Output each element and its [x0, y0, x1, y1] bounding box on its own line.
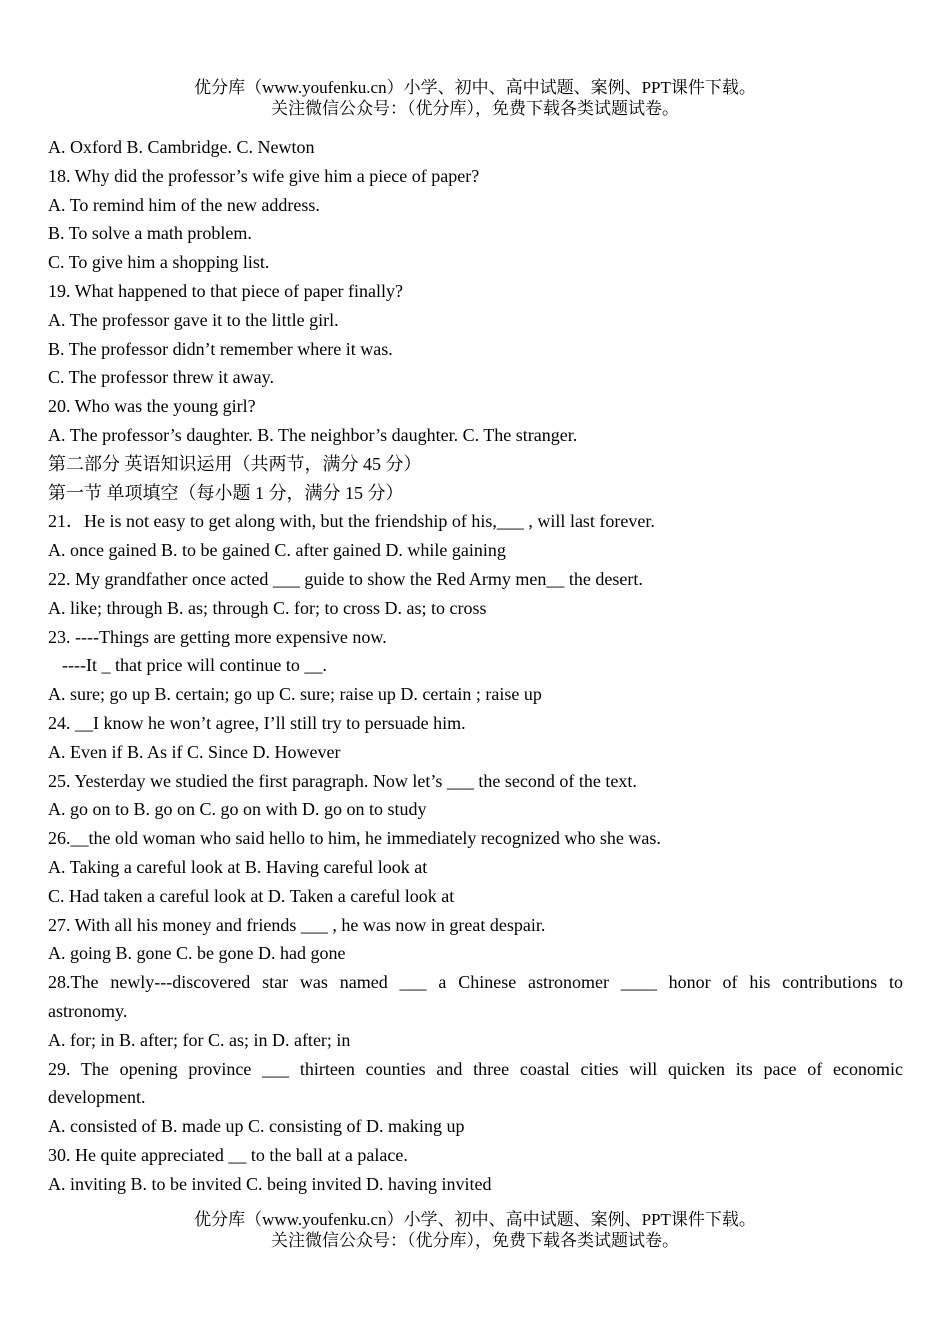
- header-line-2: 关注微信公众号：（优分库），免费下载各类试题试卷。: [271, 99, 679, 118]
- question-29: 29. The opening province ___ thirteen counties and three coastal cities will quicken its pace of economic: [48, 1058, 903, 1079]
- subsection-heading: 第一节 单项填空（每小题 1 分，满分 15 分）: [48, 482, 404, 503]
- text-line: A. sure; go up B. certain; go up C. sure; raise up D. certain ; raise up: [48, 684, 542, 705]
- footer-line-2: 关注微信公众号：（优分库），免费下载各类试题试卷。: [271, 1231, 679, 1250]
- text-line: A. Even if B. As if C. Since D. However: [48, 741, 341, 762]
- question-22: 22. My grandfather once acted ___ guide to show the Red Army men__ the desert.: [48, 568, 643, 589]
- text-line: A. Oxford B. Cambridge. C. Newton: [48, 137, 315, 157]
- text-line: B. To solve a math problem.: [48, 223, 252, 244]
- text-line: ----It _ that price will continue to __.: [62, 655, 327, 676]
- page-footer: [0, 1209, 950, 1251]
- text-line: development.: [48, 1087, 146, 1108]
- question-28: 28.The newly---discovered star was named ___ a Chinese astronomer ____ honor of his contributions to: [48, 972, 903, 993]
- question-21: 21．He is not easy to get along with, but the friendship of his,___ , will last forever.: [48, 511, 655, 532]
- question-23: 23. ----Things are getting more expensive now.: [48, 626, 387, 647]
- text-line: C. The professor threw it away.: [48, 367, 274, 388]
- question-26: 26.__the old woman who said hello to him, he immediately recognized who she was.: [48, 828, 661, 849]
- exam-body: [48, 133, 903, 1198]
- text-line: A. consisted of B. made up C. consisting of D. making up: [48, 1116, 465, 1137]
- section-heading: 第二部分 英语知识运用（共两节，满分 45 分）: [48, 453, 422, 474]
- text-line: A. go on to B. go on C. go on with D. go on to study: [48, 799, 427, 820]
- page-header: [0, 77, 950, 119]
- question-27: 27. With all his money and friends ___ , he was now in great despair.: [48, 914, 546, 935]
- text-line: A. The professor’s daughter. B. The neighbor’s daughter. C. The stranger.: [48, 424, 578, 445]
- text-line: B. The professor didn’t remember where it was.: [48, 338, 393, 359]
- question-30: 30. He quite appreciated __ to the ball at a palace.: [48, 1144, 408, 1165]
- text-line: A. To remind him of the new address.: [48, 194, 320, 215]
- header-line-1: 优分库（www.youfenku.cn）小学、初中、高中试题、案例、PPT课件下载。: [194, 78, 756, 97]
- text-line: A. Taking a careful look at B. Having careful look at: [48, 856, 428, 877]
- text-line: A. once gained B. to be gained C. after gained D. while gaining: [48, 540, 506, 561]
- question-18: 18. Why did the professor’s wife give him a piece of paper?: [48, 165, 480, 186]
- text-line: A. inviting B. to be invited C. being invited D. having invited: [48, 1173, 492, 1194]
- text-line: astronomy.: [48, 1000, 128, 1021]
- question-25: 25. Yesterday we studied the first paragraph. Now let’s ___ the second of the text.: [48, 770, 637, 791]
- text-line: C. To give him a shopping list.: [48, 252, 270, 273]
- footer-line-1: 优分库（www.youfenku.cn）小学、初中、高中试题、案例、PPT课件下载。: [194, 1210, 756, 1229]
- question-20: 20. Who was the young girl?: [48, 396, 256, 417]
- text-line: A. like; through B. as; through C. for; to cross D. as; to cross: [48, 597, 487, 618]
- text-line: A. going B. gone C. be gone D. had gone: [48, 943, 346, 964]
- text-line: A. for; in B. after; for C. as; in D. after; in: [48, 1029, 351, 1050]
- text-line: C. Had taken a careful look at D. Taken a careful look at: [48, 885, 455, 906]
- question-19: 19. What happened to that piece of paper finally?: [48, 280, 404, 301]
- text-line: A. The professor gave it to the little girl.: [48, 309, 339, 330]
- question-24: 24. __I know he won’t agree, I’ll still try to persuade him.: [48, 712, 466, 733]
